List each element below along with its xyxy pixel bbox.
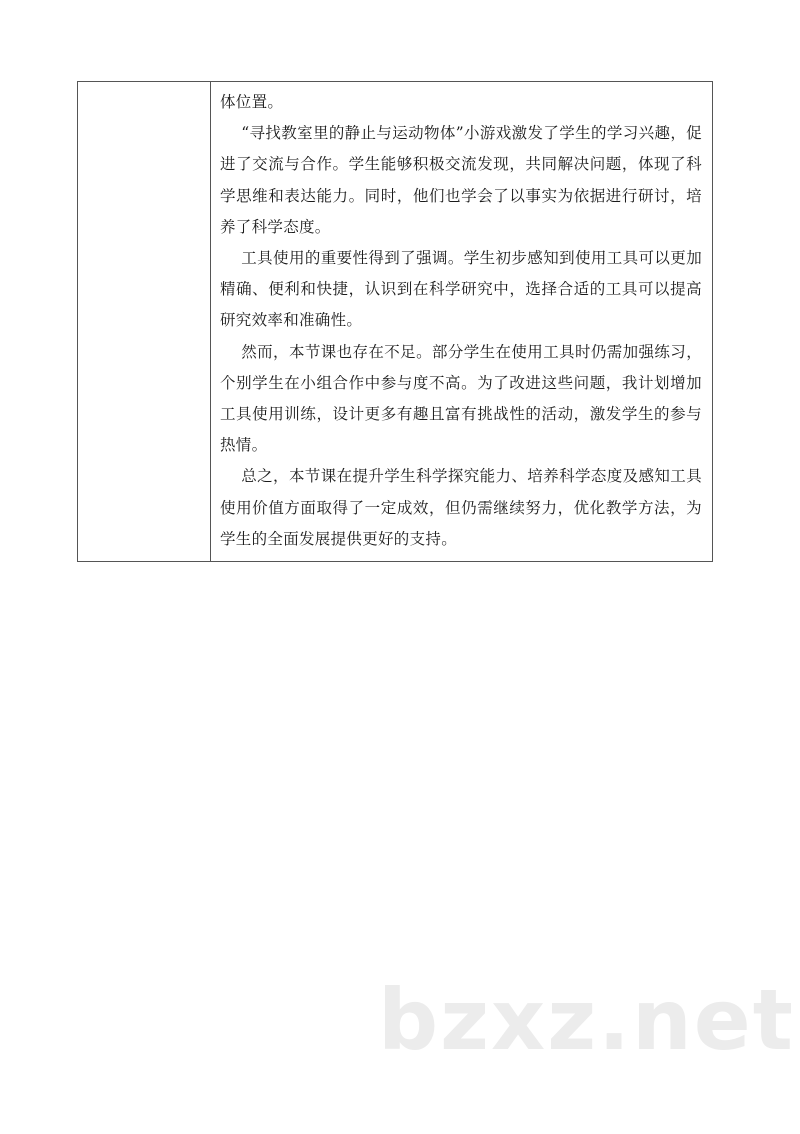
paragraph-shortcomings: 然而，本节课也存在不足。部分学生在使用工具时仍需加强练习，个别学生在小组合作中参与度不高。为了改进这些问题，我计划增加工具使用训练，设计更多有趣且富有挑战性的活动，激发学生的参与热情。 [220,342,702,455]
reflection-table [77,81,713,562]
paragraph-location-tail: 体位置。 [220,93,284,111]
paragraph-tool-usage: 工具使用的重要性得到了强调。学生初步感知到使用工具可以更加精确、便利和快捷，认识到在科学研究中，选择合适的工具可以提高研究效率和准确性。 [220,249,702,330]
paragraph-summary: 总之，本节课在提升学生科学探究能力、培养科学态度及感知工具使用价值方面取得了一定成效，但仍需继续努力，优化教学方法，为学生的全面发展提供更好的支持。 [220,467,702,548]
table-right-cell [211,82,712,561]
table-left-cell [78,82,211,561]
paragraph-game-activity: “寻找教室里的静止与运动物体”小游戏激发了学生的学习兴趣，促进了交流与合作。学生能够积极交流发现，共同解决问题，体现了科学思维和表达能力。同时，他们也学会了以事实为依据进行研讨，培养了科学态度。 [220,124,702,236]
watermark-logo: bzxz.net [378,971,795,1069]
